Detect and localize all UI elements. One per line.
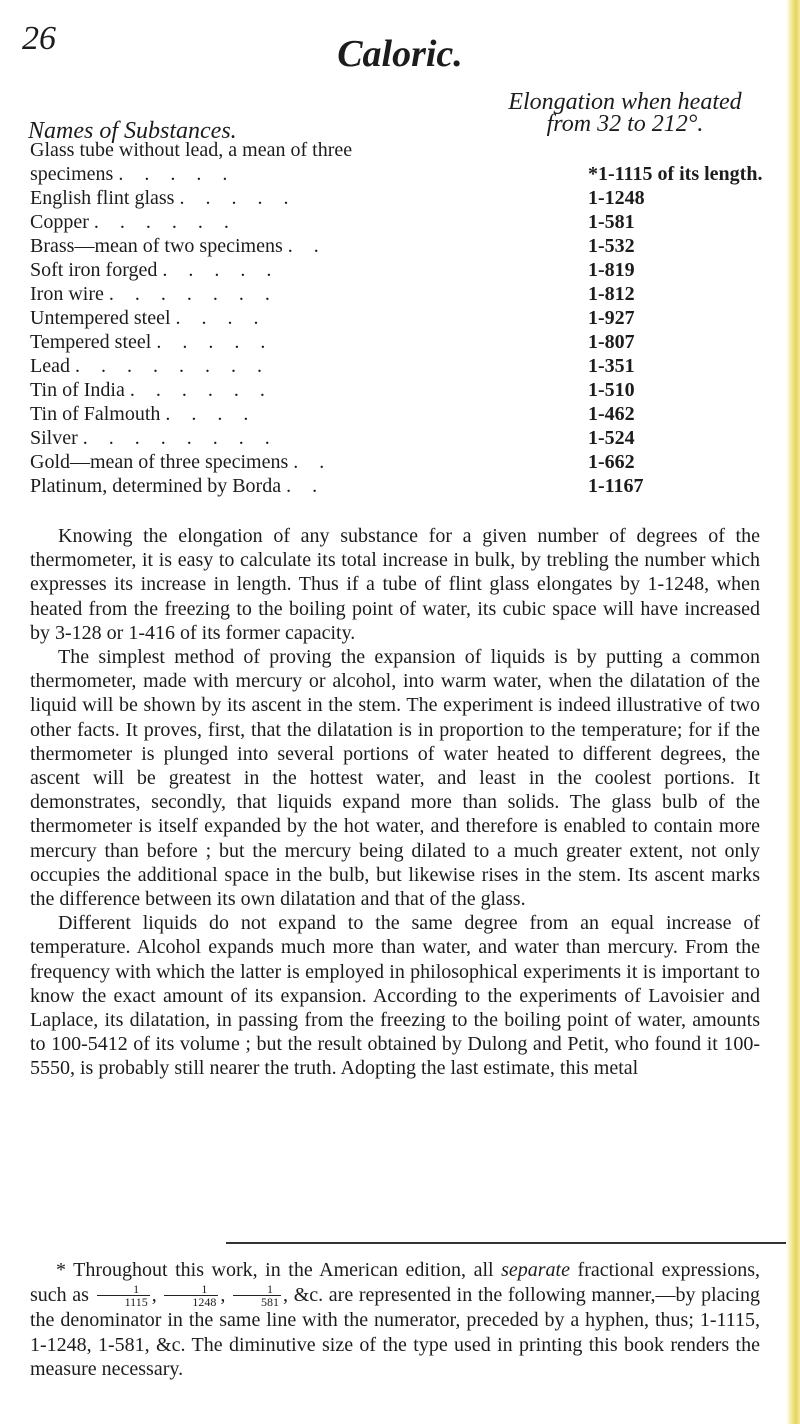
footnote-paragraph [30, 1258, 760, 1382]
elongation-value: 1-1248 [588, 187, 645, 209]
substance-label: Tin of Falmouth [30, 403, 166, 425]
paragraph: The simplest method of proving the expansion of liquids is by putting a common thermometer, made with mercury or alcohol, into warm water, when the dilatation of the liquid will be shown by its ascent in the stem. The experiment is indeed illustrative of two other facts. It proves, first, that the dilatation is in proportion to the temperature; for if the thermometer is plunged into several portions of water heated to different degrees, the ascent will be greatest in the hottest water, and least in the coolest portions. It demonstrates, secondly, that liquids expand more than solids. The glass bulb of the thermometer is itself expanded by the hot water, and therefore is enabled to contain more mercury than before ; but the mercury being dilated to a much greater extent, not only occupies the additional space in the bulb, but likewise rises in the stem. Its ascent marks the difference between its own dilatation and that of the glass. [30, 646, 760, 911]
table-row [30, 258, 790, 282]
substance-name [30, 402, 256, 426]
elongation-value: 1-1167 [588, 475, 644, 497]
elongation-value: 1-351 [588, 355, 635, 377]
expansion-table [30, 138, 790, 498]
leader-dots: . . . . [165, 403, 257, 425]
page-number: 26 [22, 20, 56, 57]
table-row [30, 354, 790, 378]
substance-label: English flint glass [30, 187, 180, 209]
elongation-value: 1-812 [588, 283, 635, 305]
substance-name [30, 210, 237, 234]
footnote-rule [226, 1242, 786, 1244]
fraction-denominator: 581 [261, 1295, 280, 1310]
elongation-header-line2: from 32 to 212°. [546, 111, 704, 137]
table-row [30, 450, 790, 474]
substance-label: Brass—mean of two specimens [30, 235, 288, 257]
table-row [30, 138, 790, 186]
substance-label: Copper [30, 211, 94, 233]
elongation-header-line1: Elongation when heated [508, 89, 742, 115]
substance-label: Iron wire [30, 283, 109, 305]
leader-dots: . . . . . [162, 259, 280, 281]
table-row [30, 234, 790, 258]
elongation-value: 1-462 [588, 403, 635, 425]
footnote [30, 1258, 760, 1382]
elongation-value: 1-819 [588, 259, 635, 281]
elongation-value: 1-532 [588, 235, 635, 257]
substance-label: Silver [30, 427, 83, 449]
substance-label: Soft iron forged [30, 259, 163, 281]
fraction-denominator: 1248 [192, 1295, 217, 1310]
footnote-emphasis: separate [501, 1259, 570, 1281]
leader-dots: . . . . . . [129, 379, 273, 401]
substance-name [30, 234, 327, 258]
footnote-text-1: * Throughout this work, in the American edition, all [56, 1259, 494, 1281]
fraction [164, 1283, 218, 1308]
leader-dots: . . . . . . . . [74, 355, 270, 377]
elongation-value: 1-927 [588, 307, 635, 329]
footnote-fractions: $\frac{1}{1115}$ , $\frac{1}{1248}$ , $\frac{1}{581}$ , [95, 1284, 288, 1306]
names-column-header: Names of Substances. [28, 118, 237, 144]
substance-label: Gold—mean of three specimens [30, 451, 294, 473]
elongation-value: 1-524 [588, 427, 635, 449]
fraction-numerator: 1 [164, 1283, 218, 1296]
elongation-value: 1-581 [588, 211, 635, 233]
table-row [30, 186, 790, 210]
substance-label: Platinum, determined by Borda [30, 475, 287, 497]
substance-name: Glass tube without lead, a mean of three [30, 139, 353, 161]
leader-dots: . . . . . . . [108, 283, 278, 305]
running-title: Caloric. [337, 33, 463, 75]
table-row [30, 378, 790, 402]
substance-label: Untempered steel [30, 307, 176, 329]
substance-label: Lead [30, 355, 75, 377]
substance-name-line2: specimens [30, 163, 119, 185]
elongation-value: *1-1115 of its length. [588, 163, 763, 185]
table-row [30, 402, 790, 426]
leader-dots: . . . . . [179, 187, 297, 209]
leader-dots: . . . . . . . . [82, 427, 278, 449]
footnote-text-2: fractional expressions, such as [30, 1259, 761, 1306]
paragraph: Knowing the elongation of any substance for a given number of degrees of the thermometer, it is easy to calculate its total increase in bulk, by trebling the number which expresses its increase in length. Thus if a tube of flint glass elongates by 1-1248, when heated from the freezing to the boiling point of water, its cubic space will have increased by 3-128 or 1-416 of its former capacity. [30, 525, 760, 644]
substance-name [30, 378, 273, 402]
elongation-value: 1-662 [588, 451, 635, 473]
leader-dots: . . . . . [156, 331, 274, 353]
body-text [30, 524, 760, 1081]
substance-name [30, 426, 278, 450]
leader-dots: . . [287, 235, 327, 257]
table-row [30, 210, 790, 234]
paragraph: Different liquids do not expand to the same degree from an equal increase of temperature. Alcohol expands much more than water, and water than mercury. From the frequency with which the latter is employed in philosophical experiments it is important to know the exact amount of its expansion. According to the experiments of Lavoisier and Laplace, its dilatation, in passing from the freezing to the boiling point of water, amounts to 100-5412 of its volume ; but the result obtained by Dulong and Petit, who found it 100-5550, is probably still nearer the truth. Adopting the last estimate, this metal [30, 912, 760, 1080]
fraction-numerator: 1 [233, 1283, 281, 1296]
elongation-column-header [480, 91, 770, 135]
substance-label: Tin of India [30, 379, 130, 401]
substance-name [30, 450, 332, 474]
elongation-value: 1-807 [588, 331, 635, 353]
table-row [30, 306, 790, 330]
substance-name [30, 306, 267, 330]
leader-dots: . . . . [175, 307, 267, 329]
substance-name [30, 186, 296, 210]
fraction-numerator: 1 [97, 1283, 150, 1296]
substance-name [30, 330, 273, 354]
table-row [30, 282, 790, 306]
substance-name [30, 282, 278, 306]
table-row [30, 426, 790, 450]
substance-label: Tempered steel [30, 331, 157, 353]
substance-name [30, 258, 279, 282]
elongation-value: 1-510 [588, 379, 635, 401]
substance-name-cont [30, 162, 235, 186]
fraction-denominator: 1115 [124, 1295, 148, 1310]
footnote-text-3: &c. are represented in the following manner,—by placing the denominator in the same line with the numerator, preceded by a hyphen, thus; 1-1115, 1-1248, 1-581, &c. The diminutive size of the type used in printing this book renders the measure necessary. [30, 1283, 761, 1381]
fraction [97, 1283, 150, 1308]
leader-dots: . . [293, 451, 333, 473]
substance-name [30, 354, 270, 378]
table-row [30, 474, 790, 498]
leader-dots: . . [286, 475, 326, 497]
leader-dots: . . . . . [118, 163, 236, 185]
fraction [233, 1283, 281, 1308]
substance-name [30, 474, 325, 498]
leader-dots: . . . . . . [93, 211, 237, 233]
table-row [30, 330, 790, 354]
